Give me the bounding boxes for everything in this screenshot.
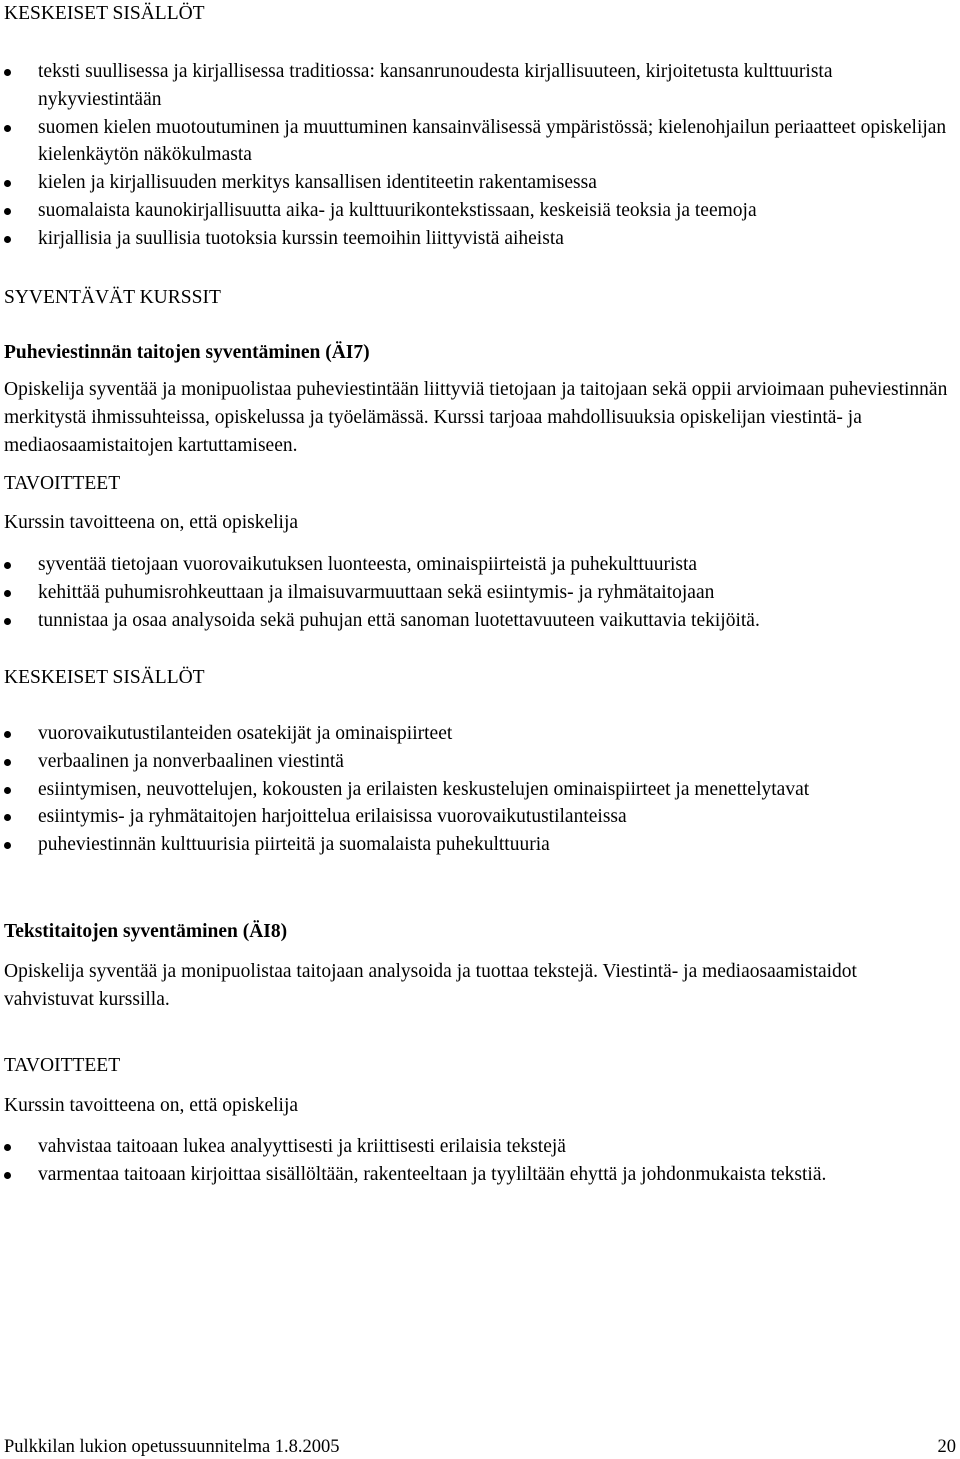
list-item: kirjallisia ja suullisia tuotoksia kurssin teemoihin liittyvistä aiheista xyxy=(4,225,949,253)
course8-goals-heading: TAVOITTEET xyxy=(4,1055,121,1076)
bullet-list-section1 xyxy=(4,58,949,253)
course7-contents-heading: KESKEISET SISÄLLÖT xyxy=(4,667,205,688)
list-item: verbaalinen ja nonverbaalinen viestintä xyxy=(4,748,864,776)
course8-description: Opiskelija syventää ja monipuolistaa taitojaan analysoida ja tuottaa tekstejä. Viestintä- ja mediaosaamistaidot vahvistuvat kurssilla. xyxy=(4,961,857,1010)
list-item: suomen kielen muotoutuminen ja muuttuminen kansainvälisessä ympäristössä; kielenohjailun periaatteet opiskelijan kielenkäytön näkökulmasta xyxy=(4,114,949,170)
list-item: kehittää puhumisrohkeuttaan ja ilmaisuvarmuuttaan sekä esiintymis- ja ryhmätaitojaan xyxy=(4,579,949,607)
list-item: tunnistaa ja osaa analysoida sekä puhujan että sanoman luotettavuuteen vaikuttavia tekijöitä. xyxy=(4,607,949,635)
deep-courses-heading: SYVENTÄVÄT KURSSIT xyxy=(4,287,221,308)
list-item: vuorovaikutustilanteiden osatekijät ja ominaispiirteet xyxy=(4,720,864,748)
course7-goals-intro: Kurssin tavoitteena on, että opiskelija xyxy=(4,512,299,533)
bullet-list-course8-goals xyxy=(4,1133,949,1189)
bullet-icon xyxy=(4,236,11,243)
list-item: syventää tietojaan vuorovaikutuksen luonteesta, ominaispiirteistä ja puhekulttuurista xyxy=(4,551,949,579)
bullet-icon xyxy=(4,69,11,76)
bullet-icon xyxy=(4,842,11,849)
section-heading-keskeiset-sisallot: KESKEISET SISÄLLÖT xyxy=(4,3,205,24)
bullet-icon xyxy=(4,731,11,738)
footer-page-number: 20 xyxy=(937,1437,956,1457)
list-item: puheviestinnän kulttuurisia piirteitä ja suomalaista puhekulttuuria xyxy=(4,831,864,859)
list-item: teksti suullisessa ja kirjallisessa traditiossa: kansanrunoudesta kirjallisuuteen, kirjoitetusta kulttuurista nykyviestintään xyxy=(4,58,949,114)
course8-goals-intro: Kurssin tavoitteena on, että opiskelija xyxy=(4,1095,299,1116)
bullet-icon xyxy=(4,787,11,794)
course7-description: Opiskelija syventää ja monipuolistaa puheviestintään liittyviä tietojaan ja taitojaan sekä oppii arvioimaan puheviestinnän merkitystä ihmissuhteissa, opiskelussa ja työelämässä. Kurssi tarjoaa mahdollisuuksia opiskelijan viestintä- ja mediaosaamistaitojen kartuttamiseen. xyxy=(4,379,948,456)
course8-title: Tekstitaitojen syventäminen (ÄI8) xyxy=(4,921,288,942)
bullet-icon xyxy=(4,814,11,821)
bullet-icon xyxy=(4,1144,11,1151)
list-item: esiintymis- ja ryhmätaitojen harjoittelua erilaisissa vuorovaikutustilanteissa xyxy=(4,803,864,831)
list-item: esiintymisen, neuvottelujen, kokousten ja erilaisten keskustelujen ominaispiirteet ja menettelytavat xyxy=(4,776,864,804)
bullet-icon xyxy=(4,759,11,766)
bullet-icon xyxy=(4,618,11,625)
bullet-icon xyxy=(4,562,11,569)
footer-document-title: Pulkkilan lukion opetussuunnitelma 1.8.2005 xyxy=(4,1437,340,1457)
course7-goals-heading: TAVOITTEET xyxy=(4,473,121,494)
bullet-icon xyxy=(4,180,11,187)
bullet-icon xyxy=(4,1172,11,1179)
list-item: kielen ja kirjallisuuden merkitys kansallisen identiteetin rakentamisessa xyxy=(4,169,949,197)
bullet-list-course7-contents xyxy=(4,720,864,859)
bullet-list-course7-goals xyxy=(4,551,949,634)
list-item: vahvistaa taitoaan lukea analyyttisesti ja kriittisesti erilaisia tekstejä xyxy=(4,1133,949,1161)
list-item: suomalaista kaunokirjallisuutta aika- ja kulttuurikontekstissaan, keskeisiä teoksia ja teemoja xyxy=(4,197,949,225)
bullet-icon xyxy=(4,208,11,215)
course7-title: Puheviestinnän taitojen syventäminen (ÄI7) xyxy=(4,342,370,363)
bullet-icon xyxy=(4,590,11,597)
bullet-icon xyxy=(4,125,11,132)
list-item: varmentaa taitoaan kirjoittaa sisällöltään, rakenteeltaan ja tyyliltään ehyttä ja johdonmukaista tekstiä. xyxy=(4,1161,949,1189)
